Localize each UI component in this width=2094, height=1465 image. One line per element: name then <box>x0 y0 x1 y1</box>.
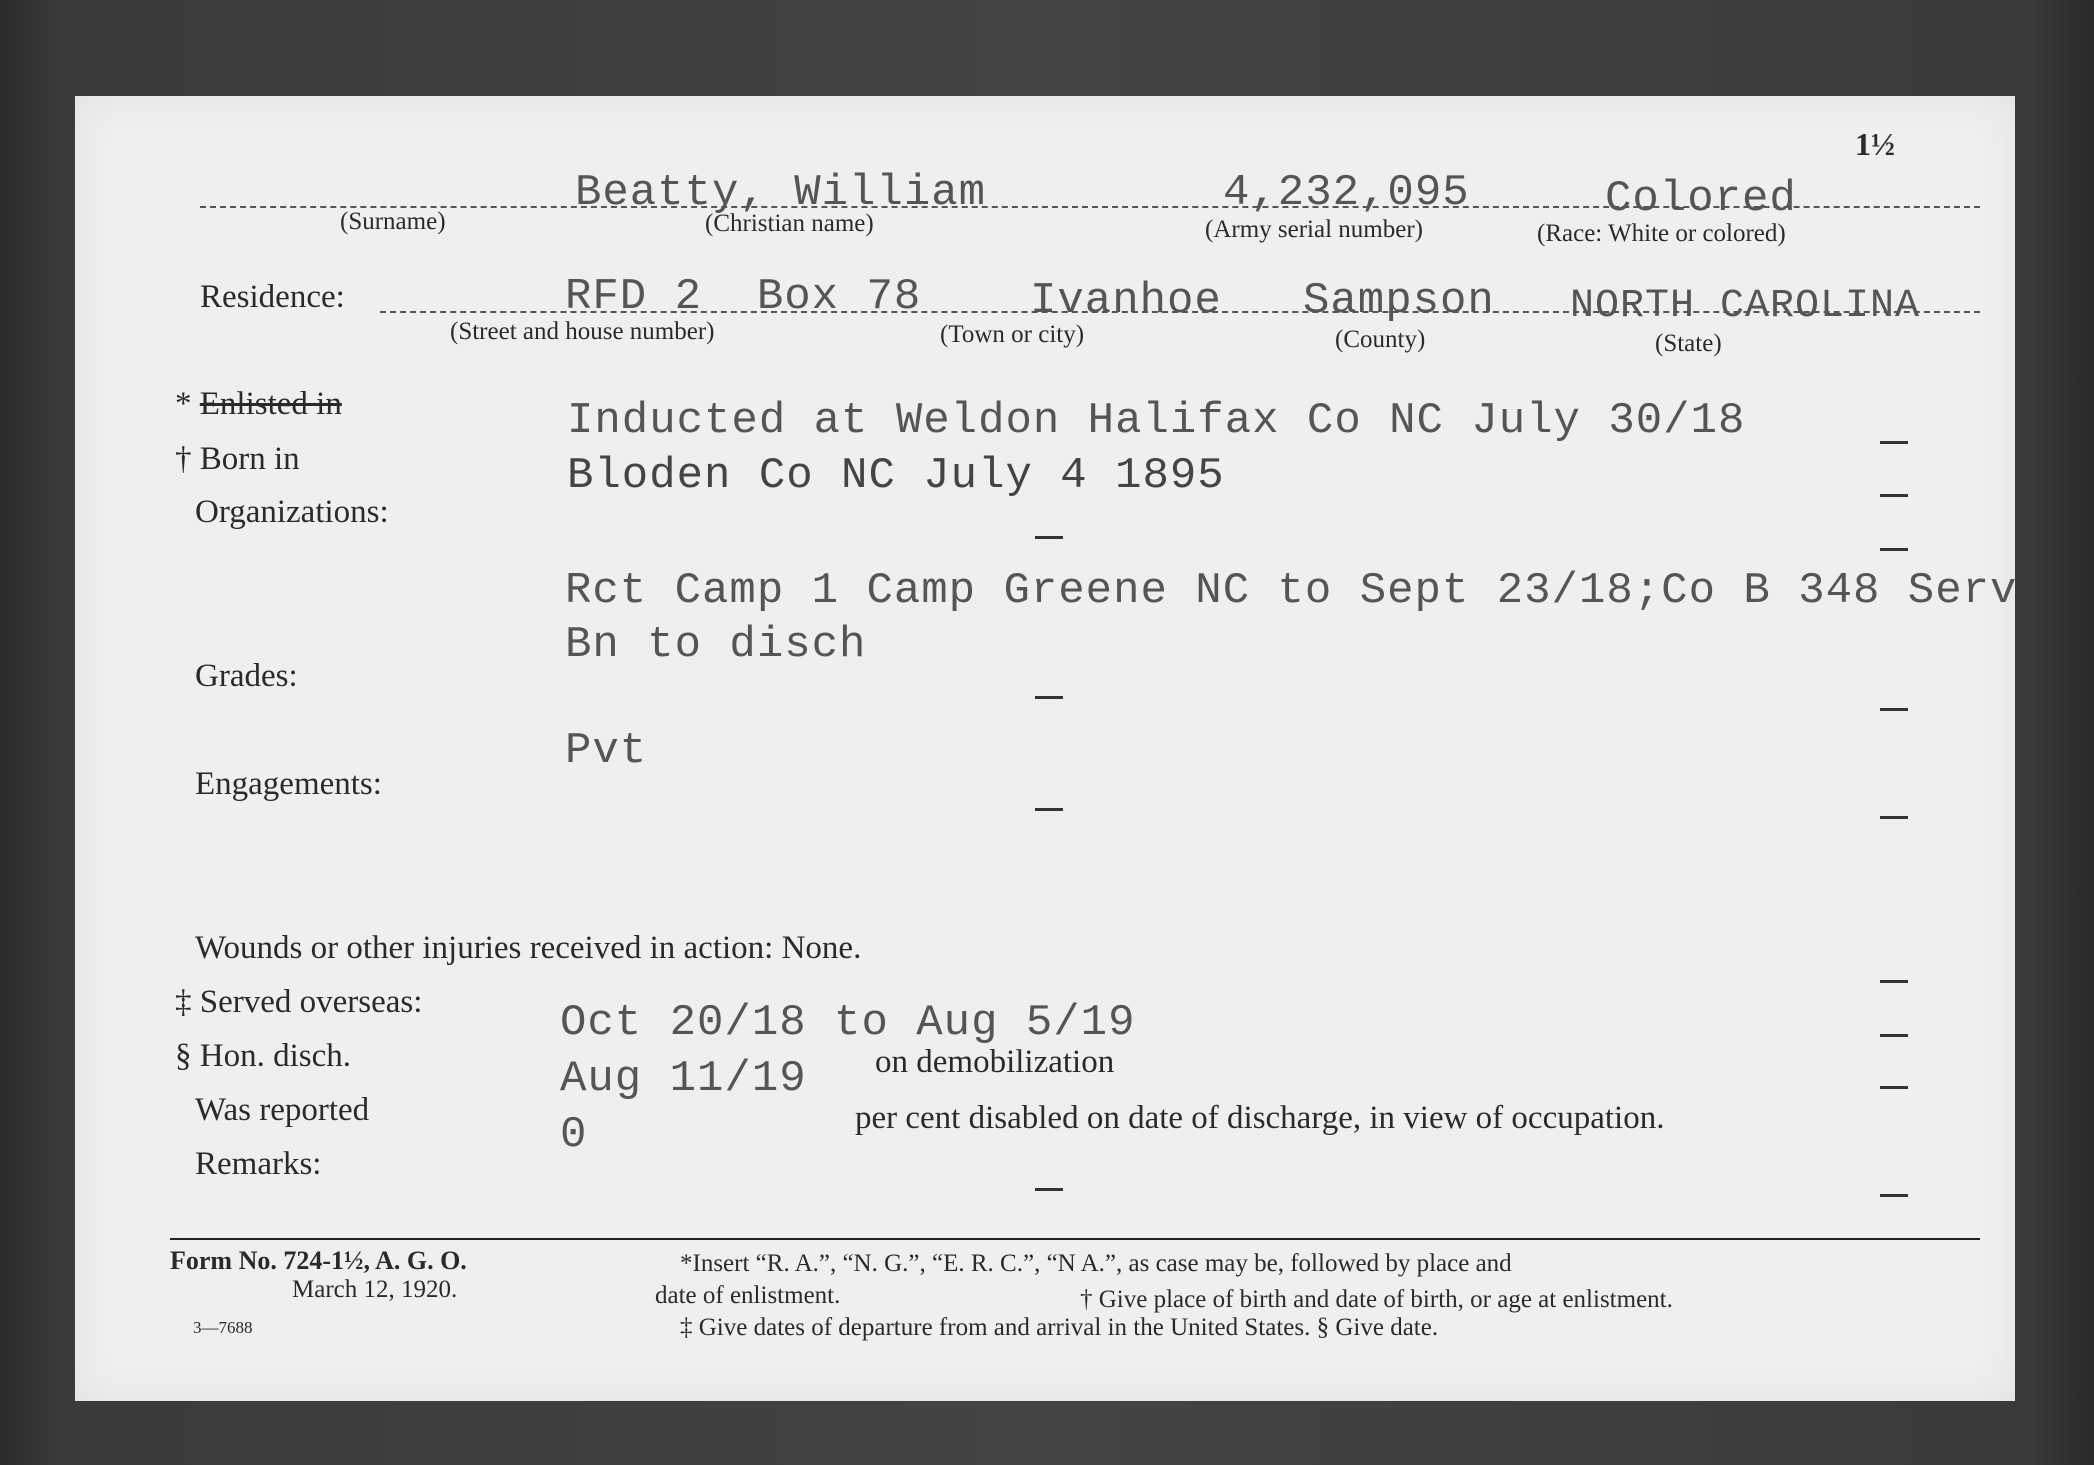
enlisted-value: Inducted at Weldon Halifax Co NC July 30/18 <box>567 396 1746 446</box>
organizations-line2: Bn to disch <box>565 620 867 670</box>
street-caption: (Street and house number) <box>450 318 715 345</box>
christian-name-caption: (Christian name) <box>705 210 874 237</box>
wounds-text: Wounds or other injuries received in action: <box>195 930 774 966</box>
town-value: Ivanhoe <box>1030 276 1222 326</box>
surname-value: Beatty, William <box>575 168 987 218</box>
tick-mark <box>1880 816 1908 819</box>
grades-label: Grades: <box>195 658 298 694</box>
born-label <box>175 441 300 478</box>
born-text: Born in <box>199 441 300 477</box>
state-caption: (State) <box>1655 330 1722 357</box>
race-value: Colored <box>1605 174 1797 224</box>
surname-caption: (Surname) <box>340 208 446 235</box>
serial-caption: (Army serial number) <box>1205 216 1423 243</box>
tick-mark <box>1880 980 1908 983</box>
hon-disch-text: Hon. disch. <box>199 1038 351 1074</box>
town-caption: (Town or city) <box>940 321 1085 348</box>
footnote-line1: *Insert “R. A.”, “N. G.”, “E. R. C.”, “N A.”, as case may be, followed by place and <box>680 1250 1512 1277</box>
engagements-label: Engagements: <box>195 766 382 802</box>
tick-mark <box>1880 708 1908 711</box>
overseas-value: Oct 20/18 to Aug 5/19 <box>560 998 1136 1048</box>
serial-number-value: 4,232,095 <box>1223 168 1470 218</box>
born-value: Bloden Co NC July 4 1895 <box>567 451 1225 501</box>
record-card <box>75 96 2018 1401</box>
residence-label: Residence: <box>200 279 345 315</box>
print-code: 3—7688 <box>193 1318 253 1337</box>
form-date: March 12, 1920. <box>292 1276 458 1303</box>
tick-mark <box>1880 1034 1908 1037</box>
street-value: RFD 2 Box 78 <box>565 272 922 322</box>
enlisted-mark: * <box>175 386 192 422</box>
hon-disch-label <box>175 1038 351 1075</box>
tick-mark <box>1035 1188 1063 1191</box>
enlisted-text: Enlisted in <box>199 386 342 422</box>
overseas-text: Served overseas: <box>199 984 423 1020</box>
wounds-value: None. <box>781 930 862 966</box>
remarks-label: Remarks: <box>195 1146 322 1182</box>
tick-mark <box>1880 441 1908 444</box>
footer-rule <box>170 1238 1980 1240</box>
state-value: NORTH CAROLINA <box>1570 284 1921 329</box>
footnote-line2a: date of enlistment. <box>655 1282 841 1309</box>
enlisted-label <box>175 386 342 423</box>
on-demobilization-text: on demobilization <box>875 1044 1115 1080</box>
reported-label: Was reported <box>195 1092 370 1128</box>
tick-mark <box>1035 696 1063 699</box>
hon-disch-value: Aug 11/19 <box>560 1054 807 1104</box>
form-number: Form No. 724-1½, A. G. O. <box>170 1246 467 1275</box>
organizations-line1: Rct Camp 1 Camp Greene NC to Sept 23/18;Co B 348 Serv <box>565 566 2018 616</box>
tick-mark <box>1035 808 1063 811</box>
footnote-line3: ‡ Give dates of departure from and arrival in the United States. § Give date. <box>680 1314 1439 1341</box>
tick-mark <box>1880 548 1908 551</box>
wounds-label <box>195 930 861 967</box>
born-mark: † <box>175 441 192 477</box>
corner-number: 1½ <box>1855 126 1895 162</box>
per-cent-disabled-text: per cent disabled on date of discharge, in view of occupation. <box>855 1100 1665 1136</box>
tick-mark <box>1035 536 1063 539</box>
tick-mark <box>1880 494 1908 497</box>
tick-mark <box>1880 1194 1908 1197</box>
tick-mark <box>1880 1086 1908 1089</box>
reported-value: 0 <box>560 1110 588 1160</box>
grades-value: Pvt <box>565 726 648 776</box>
county-value: Sampson <box>1303 276 1495 326</box>
overseas-label <box>175 984 422 1021</box>
organizations-label: Organizations: <box>195 494 389 530</box>
hon-disch-mark: § <box>175 1038 192 1074</box>
race-caption: (Race: White or colored) <box>1537 220 1786 247</box>
footnote-line2b: † Give place of birth and date of birth, or age at enlistment. <box>1080 1286 1673 1313</box>
county-caption: (County) <box>1335 326 1426 353</box>
overseas-mark: ‡ <box>175 984 192 1020</box>
